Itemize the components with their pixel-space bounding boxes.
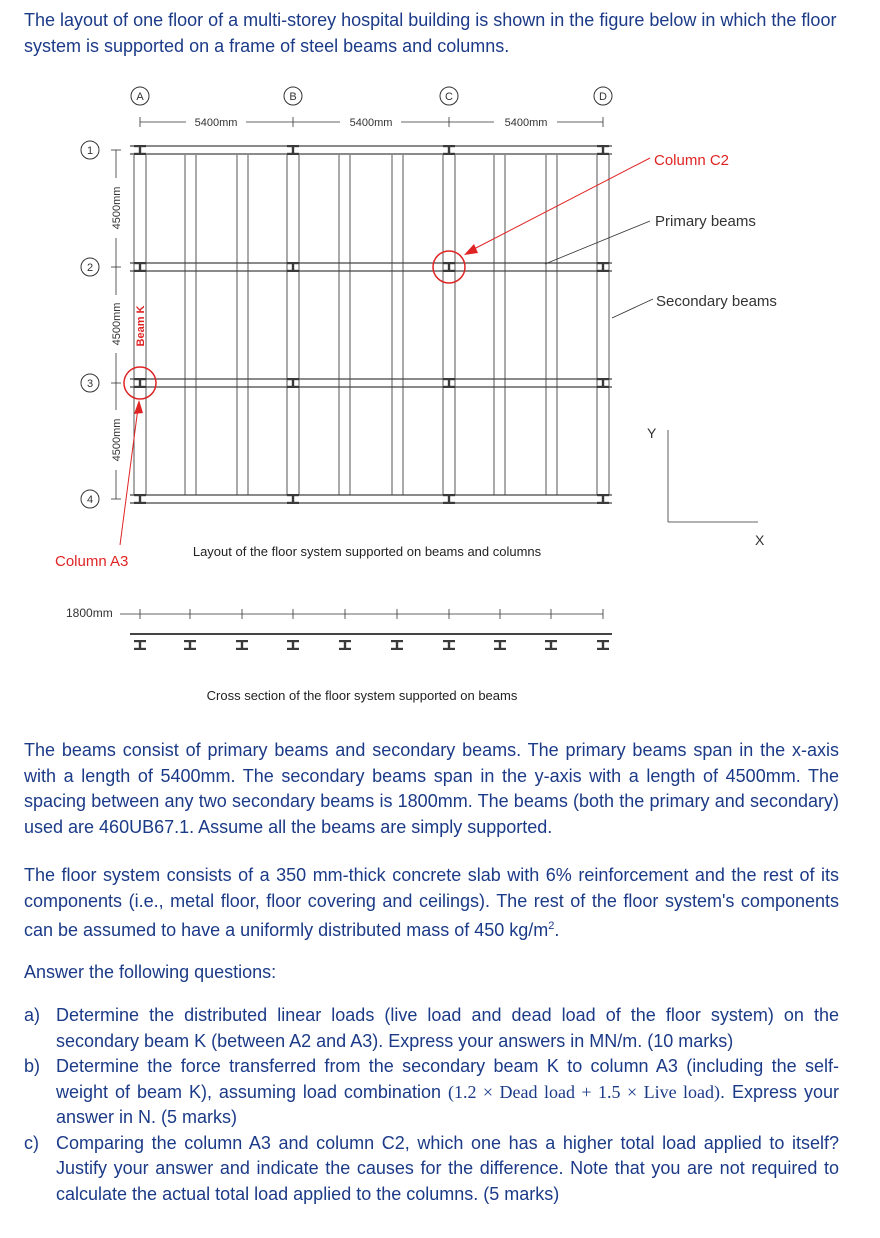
grid-label-d: D: [599, 91, 607, 103]
cross-section: [130, 633, 612, 650]
secondary-beams-leader: [612, 299, 653, 318]
floor-system-figure: [0, 80, 880, 720]
column-c2-leader: [472, 158, 650, 250]
question-b-text-end: . Express your answer in N. (5 marks): [56, 1081, 840, 1127]
column-grid-labels: [131, 87, 612, 105]
spacing-dimension-line: [120, 609, 603, 619]
secondary-beams-label: Secondary beams: [656, 293, 777, 310]
primary-beams: [130, 146, 612, 503]
row-grid-labels: [81, 141, 99, 508]
slab-paragraph: [24, 863, 839, 944]
question-c-text: Comparing the column A3 and column C2, which one has a higher total load applied to itself? Justify your answer and indicate the causes for the difference. Note that you are not required to calculate the actual total load applied to the columns. (5 marks): [56, 1132, 839, 1204]
slab-text: The floor system consists of a 350 mm-thick concrete slab with 6% reinforcement and the rest of its components (i.e., metal floor, floor covering and ceilings). The rest of the floor system's components can be assumed to have a uniformly distributed mass of 450 kg/m: [24, 865, 839, 940]
y-span-23: 4500mm: [111, 302, 123, 346]
grid-label-a: A: [136, 91, 144, 103]
answer-intro: Answer the following questions:: [24, 962, 277, 982]
question-b-text: Determine the force transferred from the secondary beam K to column A3 (including the self-weight of beam K), assuming load combination: [56, 1056, 839, 1102]
xy-axes: [668, 430, 758, 522]
x-span-bc: 5400mm: [349, 117, 393, 129]
columns: [134, 145, 609, 504]
intro-paragraph: The layout of one floor of a multi-storey hospital building is shown in the figure below in which the floor system is supported on a frame of steel beams and columns.: [24, 10, 837, 56]
slab-end: .: [554, 920, 560, 940]
y-span-34: 4500mm: [111, 418, 123, 462]
beam-k-label: Beam K: [135, 305, 147, 347]
layout-caption: Layout of the floor system supported on beams and columns: [192, 544, 542, 559]
grid-label-4: 4: [86, 494, 94, 506]
question-c-label: c): [24, 1132, 39, 1153]
grid-label-2: 2: [86, 262, 94, 274]
grid-label-b: B: [289, 91, 297, 103]
question-a-label: a): [24, 1005, 41, 1025]
grid-label-1: 1: [86, 145, 94, 157]
primary-beams-label: Primary beams: [655, 213, 756, 230]
x-axis-label: X: [755, 532, 765, 548]
slab-superscript: 2: [548, 920, 555, 932]
question-a: [24, 1003, 839, 1054]
column-a3-label: Column A3: [55, 553, 129, 570]
question-list: [24, 1003, 839, 1207]
secondary-beams: [134, 155, 609, 495]
x-span-ab: 5400mm: [194, 117, 238, 129]
y-span-12: 4500mm: [111, 186, 123, 230]
column-c2-label: Column C2: [654, 152, 730, 169]
question-b-label: b): [24, 1056, 41, 1076]
x-span-cd: 5400mm: [504, 117, 548, 129]
spacing-label: 1800mm: [66, 606, 113, 620]
column-a3-arrowhead: [134, 400, 143, 414]
question-b: [24, 1054, 839, 1131]
beams-paragraph: The beams consist of primary beams and secondary beams. The primary beams span in the x-axis with a length of 5400mm. The secondary beams span in the y-axis with a length of 4500mm. The spacing between any two secondary beams is 1800mm. The beams (both the primary and secondary) used are 460UB67.1. Assume all the beams are simply supported.: [24, 740, 839, 837]
cross-section-caption: Cross section of the floor system supported on beams: [206, 688, 518, 703]
column-c2-arrowhead: [464, 244, 478, 255]
load-combination: (1.2 × Dead load + 1.5 × Live load): [447, 1081, 721, 1102]
question-a-text: Determine the distributed linear loads (live load and dead load of the floor system) on the secondary beam K (between A2 and A3). Express your answers in MN/m. (10 marks): [56, 1005, 839, 1051]
grid-label-3: 3: [86, 378, 94, 390]
grid-label-c: C: [445, 91, 453, 103]
y-axis-label: Y: [647, 425, 657, 441]
question-c: [24, 1131, 839, 1208]
